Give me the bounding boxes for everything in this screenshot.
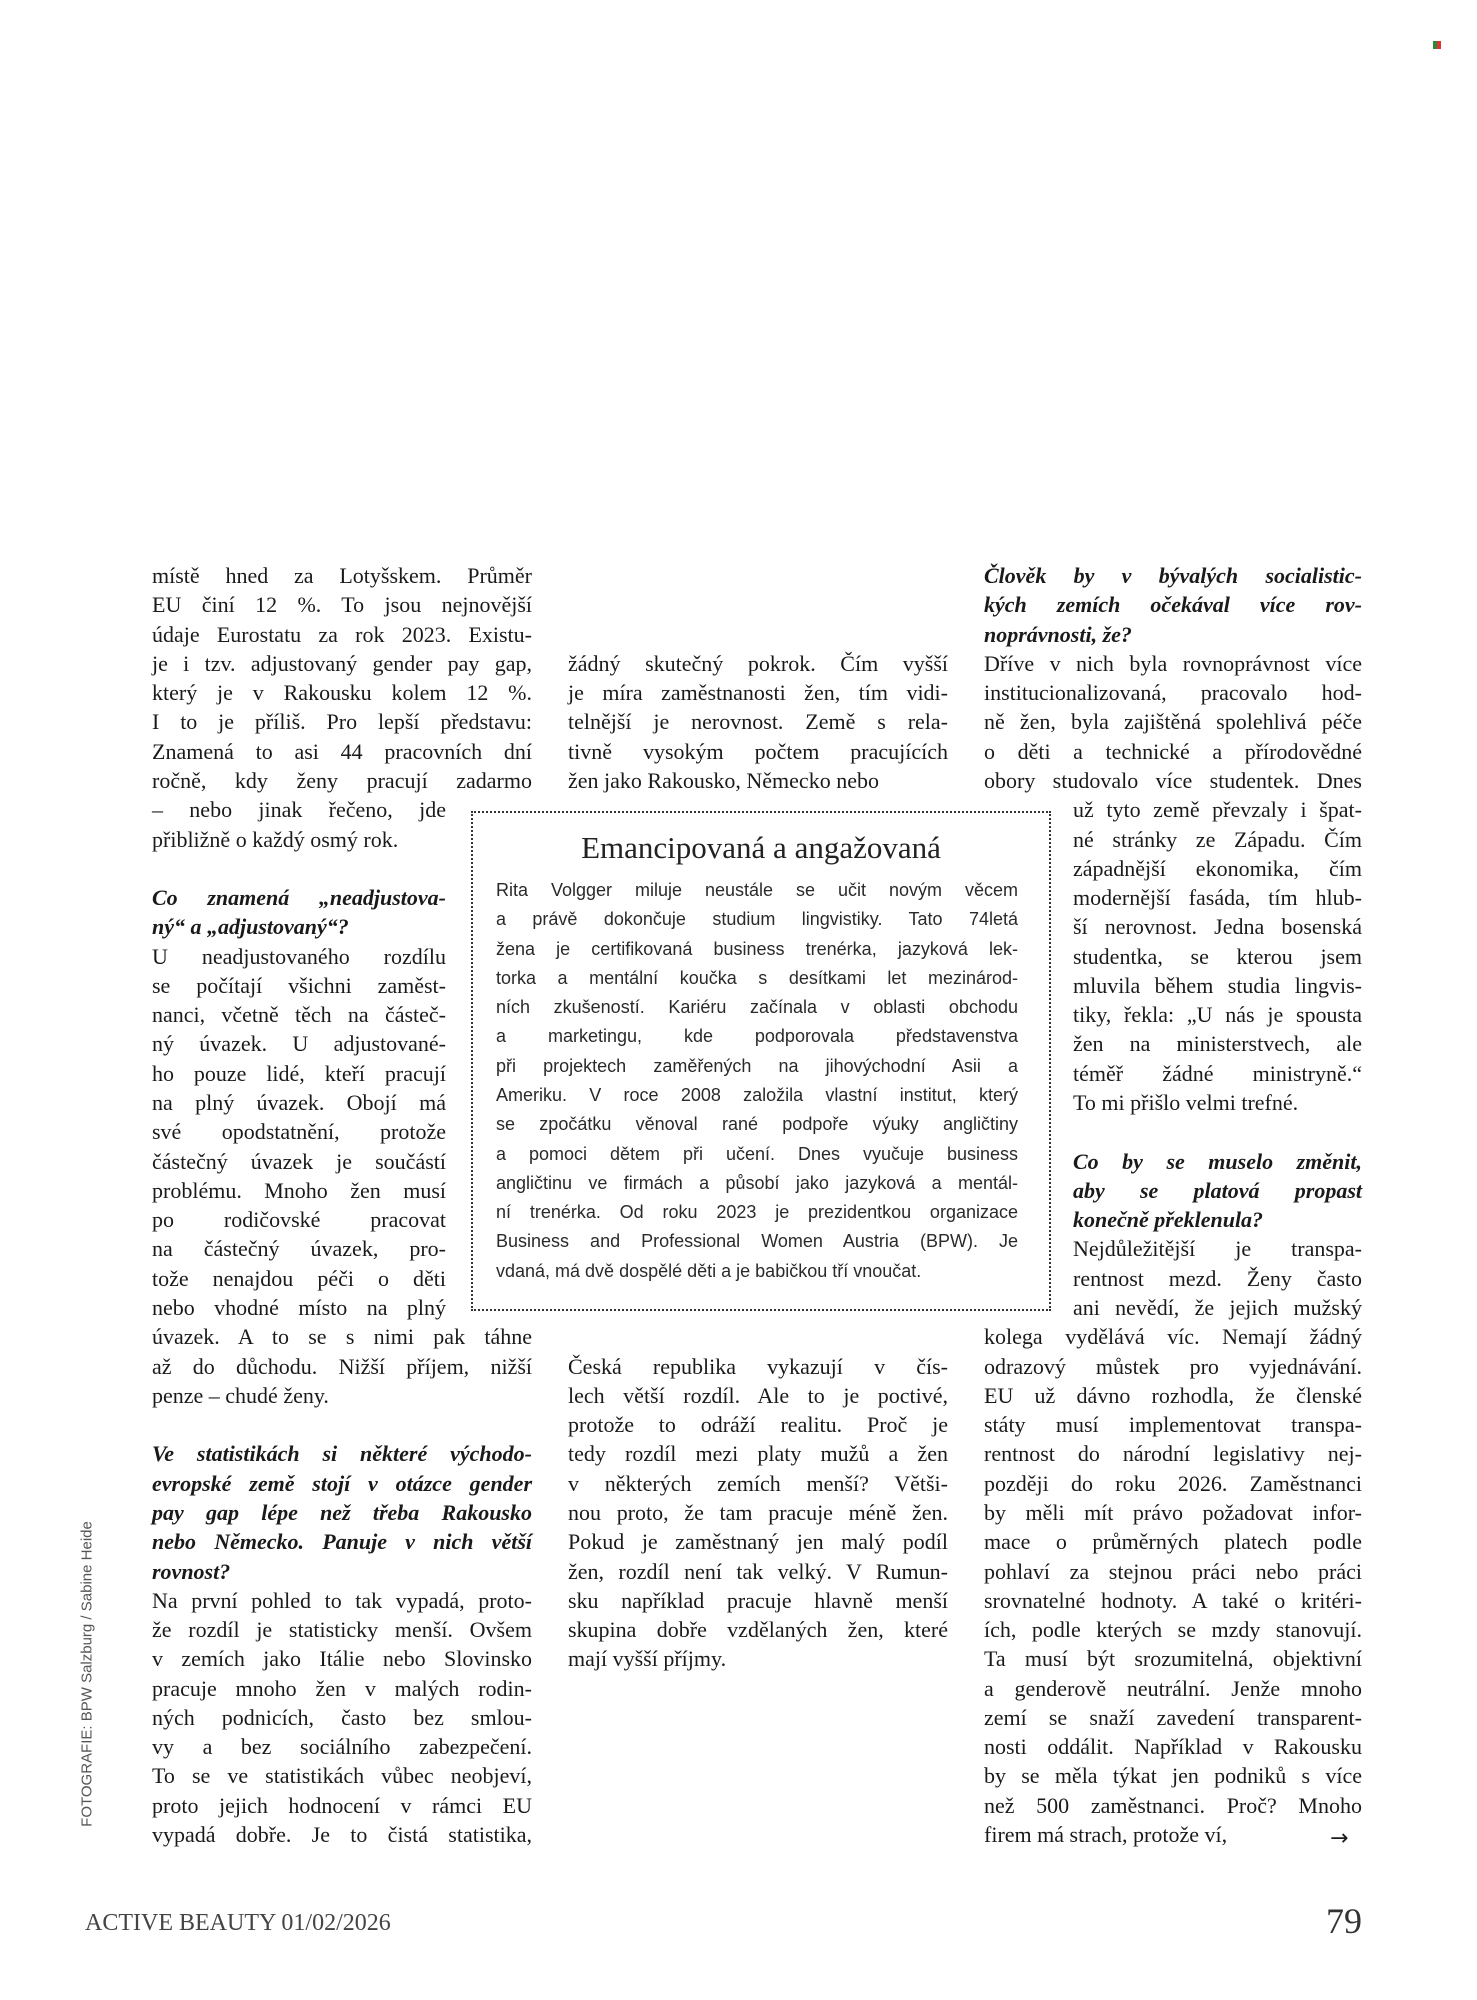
body-text-line: EU už dávno rozhodla, že členské xyxy=(984,1382,1362,1408)
body-text-line: ani nevědí, že jejich mužský xyxy=(1073,1295,1362,1320)
body-text-line: tiky, řekla: „U nás je spousta xyxy=(1073,1002,1362,1028)
question-heading-line: Člověk by v bývalých socialistic- xyxy=(984,563,1362,588)
question-heading-line: Co znamená „neadjustova- xyxy=(152,885,446,911)
body-text-line: obory studovalo více studentek. Dnes xyxy=(984,767,1362,793)
body-text-line: žen, rozdíl není tak velký. V Rumun- xyxy=(568,1558,948,1584)
body-text-line: žen jako Rakousko, Německo nebo xyxy=(568,767,879,793)
continue-arrow-icon: → xyxy=(1330,1826,1349,1851)
body-text-line: je i tzv. adjustovaný gender pay gap, xyxy=(152,650,532,676)
sidebox-text-line: Rita Volgger miluje neustále se učit novým věcem xyxy=(496,880,1018,900)
body-text-line: mají vyšší příjmy. xyxy=(568,1646,727,1672)
body-text-line: modernější fasáda, tím hlub- xyxy=(1073,885,1362,911)
body-text-line: téměř žádné ministryně.“ xyxy=(1073,1060,1362,1086)
corner-mark-icon xyxy=(1433,41,1441,49)
sidebox-text-line: ních zkušeností. Kariéru začínala v oblasti obchodu xyxy=(496,997,1018,1018)
body-text-line: Česká republika vykazují v čís- xyxy=(568,1353,948,1379)
question-heading-line: ný“ a „adjustovaný“? xyxy=(152,914,349,940)
body-text-line: Dříve v nich byla rovnoprávnost více xyxy=(984,650,1362,676)
body-text-line: ný úvazek. U adjustované- xyxy=(152,1031,446,1057)
body-text-line: To se ve statistikách vůbec neobjeví, xyxy=(152,1763,532,1789)
photo-credit: FOTOGRAFIE: BPW Salzburg / Sabine Heide xyxy=(78,1521,96,1827)
body-text-line: né stránky ze Západu. Čím xyxy=(1073,826,1362,852)
question-heading-line: evropské země stojí v otázce gender xyxy=(152,1470,532,1496)
body-text-line: místě hned za Lotyšskem. Průměr xyxy=(152,563,532,588)
body-text-line: rentnost do národní legislativy nej- xyxy=(984,1441,1362,1467)
body-text-line: nebo vhodné místo na plný xyxy=(152,1295,446,1320)
body-text-line: lech větší rozdíl. Ale to je poctivé, xyxy=(568,1382,948,1408)
body-text-line: o děti a technické a přírodovědné xyxy=(984,738,1362,764)
body-text-line: by se měla týkat jen podniků s více xyxy=(984,1763,1362,1789)
body-text-line: který je v Rakousku kolem 12 %. xyxy=(152,680,532,706)
body-text-line: ší nerovnost. Jedna bosenská xyxy=(1073,914,1362,940)
body-text-line: částečný úvazek je součástí xyxy=(152,1148,446,1174)
sidebox-title: Emancipovaná a angažovaná xyxy=(581,830,941,865)
body-text-line: přibližně o každý osmý rok. xyxy=(152,826,399,852)
body-text-line: Ta musí být srozumitelná, objektivní xyxy=(984,1646,1362,1672)
body-text-line: EU činí 12 %. To jsou nejnovější xyxy=(152,592,532,618)
body-text-line: ích, podle kterých se mzdy stanovují. xyxy=(984,1617,1362,1643)
body-text-line: v některých zemích menší? Větši- xyxy=(568,1470,948,1496)
body-text-line: proto jejich hodnocení v rámci EU xyxy=(152,1792,532,1818)
body-text-line: vypadá dobře. Je to čistá statistika, xyxy=(152,1822,532,1848)
body-text-line: Nejdůležitější je transpa- xyxy=(1073,1236,1362,1262)
sidebox-text-line: torka a mentální koučka s desítkami let mezinárod- xyxy=(496,967,1018,988)
body-text-line: mace o průměrných platech podle xyxy=(984,1529,1362,1555)
page-number: 79 xyxy=(1326,1901,1362,1941)
body-text-line: pohlaví za stejnou práci nebo práci xyxy=(984,1558,1362,1584)
sidebox-text-line: vdaná, má dvě dospělé děti a je babičkou tří vnoučat. xyxy=(496,1260,922,1281)
question-heading-line: pay gap lépe než třeba Rakousko xyxy=(152,1499,532,1525)
body-text-line: až do důchodu. Nižší příjem, nižší xyxy=(152,1353,532,1379)
body-text-line: žen na ministerstvech, ale xyxy=(1073,1031,1362,1057)
body-text-line: a genderově neutrální. Jenže mnoho xyxy=(984,1675,1362,1701)
question-heading-line: rovnost? xyxy=(152,1558,231,1584)
body-text-line: na plný úvazek. Obojí má xyxy=(152,1090,446,1116)
body-text-line: údaje Eurostatu za rok 2023. Existu- xyxy=(152,621,532,647)
sidebox-text-line: ní trenérka. Od roku 2023 je prezidentkou organizace xyxy=(496,1202,1018,1223)
body-text-line: rentnost mezd. Ženy často xyxy=(1073,1265,1362,1291)
body-text-line: státy musí implementovat transpa- xyxy=(984,1412,1362,1438)
body-text-line: ně žen, byla zajištěná spolehlivá péče xyxy=(984,709,1362,735)
body-text-line: by měli mít právo požadovat infor- xyxy=(984,1499,1362,1525)
sidebox-text-line: Ameriku. V roce 2008 založila vlastní institut, který xyxy=(496,1084,1018,1105)
body-text-line: odrazový můstek pro vyjednávání. xyxy=(984,1353,1362,1379)
body-text-line: Pokud je zaměstnaný jen malý podíl xyxy=(568,1529,948,1555)
body-text-line: mluvila během studia lingvis- xyxy=(1073,972,1362,998)
body-text-line: nosti oddálit. Například v Rakousku xyxy=(984,1734,1362,1760)
body-text-line: nou proto, že tam pracuje méně žen. xyxy=(568,1499,948,1525)
body-text-line: srovnatelné hodnoty. A také o kritéri- xyxy=(984,1587,1362,1613)
question-heading-line: noprávnosti, že? xyxy=(984,621,1132,647)
footer-magazine-issue: ACTIVE BEAUTY 01/02/2026 xyxy=(85,1910,391,1936)
body-text-line: po rodičovské pracovat xyxy=(152,1207,446,1233)
body-text-line: firem má strach, protože ví, xyxy=(984,1822,1228,1848)
question-heading-line: nebo Německo. Panuje v nich větší xyxy=(152,1529,532,1555)
question-heading-line: Co by se muselo změnit, xyxy=(1073,1148,1362,1174)
body-text-line: institucionalizovaná, pracovalo hod- xyxy=(984,680,1362,706)
body-text-line: později do roku 2026. Zaměstnanci xyxy=(984,1470,1362,1496)
body-text-line: už tyto země převzaly i špat- xyxy=(1073,797,1362,823)
body-text-line: ho pouze lidé, kteří pracují xyxy=(152,1060,446,1086)
question-heading-line: aby se platová propast xyxy=(1073,1177,1362,1203)
body-text-line: v zemích jako Itálie nebo Slovinsko xyxy=(152,1646,532,1672)
body-text-line: problému. Mnoho žen musí xyxy=(152,1177,446,1203)
sidebox-text-line: při projektech zaměřených na jihovýchodní Asii a xyxy=(496,1055,1018,1076)
question-heading-line: kých zemích očekával více rov- xyxy=(984,592,1362,618)
body-text-line: ročně, kdy ženy pracují zadarmo xyxy=(152,767,532,793)
body-text-line: zemí se snaží zavedení transparent- xyxy=(984,1704,1362,1730)
body-text-line: sku například pracuje hlavně menší xyxy=(568,1587,948,1613)
sidebox-text-line: a marketingu, kde podporovala představenstva xyxy=(496,1026,1018,1047)
sidebox-text-line: se zpočátku věnoval rané podpoře výuky angličtiny xyxy=(496,1114,1018,1135)
body-text-line: To mi přišlo velmi trefné. xyxy=(1073,1090,1299,1116)
body-text-line: telnější je nerovnost. Země s rela- xyxy=(568,709,948,735)
body-text-line: penze – chudé ženy. xyxy=(152,1382,329,1408)
question-heading-line: Ve statistikách si některé východo- xyxy=(152,1441,532,1467)
sidebox-text-line: a právě dokončuje studium lingvistiky. Tato 74letá xyxy=(496,909,1018,930)
sidebox-text-line: a pomoci dětem při učení. Dnes vyučuje business xyxy=(496,1143,1018,1164)
body-text-line: tože nenajdou péči o děti xyxy=(152,1265,446,1291)
body-text-line: ných podnicích, často bez smlou- xyxy=(152,1704,532,1730)
body-text-line: úvazek. A to se s nimi pak táhne xyxy=(152,1324,532,1350)
body-text-line: kolega vydělává víc. Nemají žádný xyxy=(984,1324,1362,1350)
body-text-line: – nebo jinak řečeno, jde xyxy=(152,797,446,823)
body-text-line: že rozdíl je statisticky menší. Ovšem xyxy=(152,1617,532,1643)
body-text-line: protože to odráží realitu. Proč je xyxy=(568,1412,948,1438)
body-text-line: je míra zaměstnanosti žen, tím vidi- xyxy=(568,680,948,706)
body-text-line: skupina dobře vzdělaných žen, které xyxy=(568,1617,948,1643)
body-text-line: se počítají všichni zaměst- xyxy=(152,972,446,998)
body-text-line: žádný skutečný pokrok. Čím vyšší xyxy=(568,650,948,676)
body-text-line: než 500 zaměstnanci. Proč? Mnoho xyxy=(984,1792,1362,1818)
body-text-line: tedy rozdíl mezi platy mužů a žen xyxy=(568,1441,948,1467)
body-text-line: na částečný úvazek, pro- xyxy=(152,1236,446,1262)
body-text-line: nanci, včetně těch na částeč- xyxy=(152,1002,446,1028)
body-text-line: tivně vysokým počtem pracujících xyxy=(568,738,948,764)
body-text-line: Na první pohled to tak vypadá, proto- xyxy=(152,1587,532,1613)
body-text-line: vy a bez sociálního zabezpečení. xyxy=(152,1734,532,1760)
body-text-line: Znamená to asi 44 pracovních dní xyxy=(152,738,532,764)
body-text-line: pracuje mnoho žen v malých rodin- xyxy=(152,1675,532,1701)
question-heading-line: konečně překlenula? xyxy=(1073,1207,1264,1233)
body-text-line: U neadjustovaného rozdílu xyxy=(152,943,446,969)
sidebox-text-line: Business and Professional Women Austria (BPW). Je xyxy=(496,1231,1018,1252)
body-text-line: I to je příliš. Pro lepší představu: xyxy=(152,709,532,735)
body-text-line: západnější ekonomika, čím xyxy=(1073,855,1362,881)
body-text-line: studentka, se kterou jsem xyxy=(1073,943,1362,969)
sidebox-text-line: žena je certifikovaná business trenérka, jazyková lek- xyxy=(496,938,1018,959)
body-text-line: své opodstatnění, protože xyxy=(152,1119,446,1145)
sidebox-text-line: angličtinu ve firmách a působí jako jazyková a mentál- xyxy=(496,1172,1018,1193)
